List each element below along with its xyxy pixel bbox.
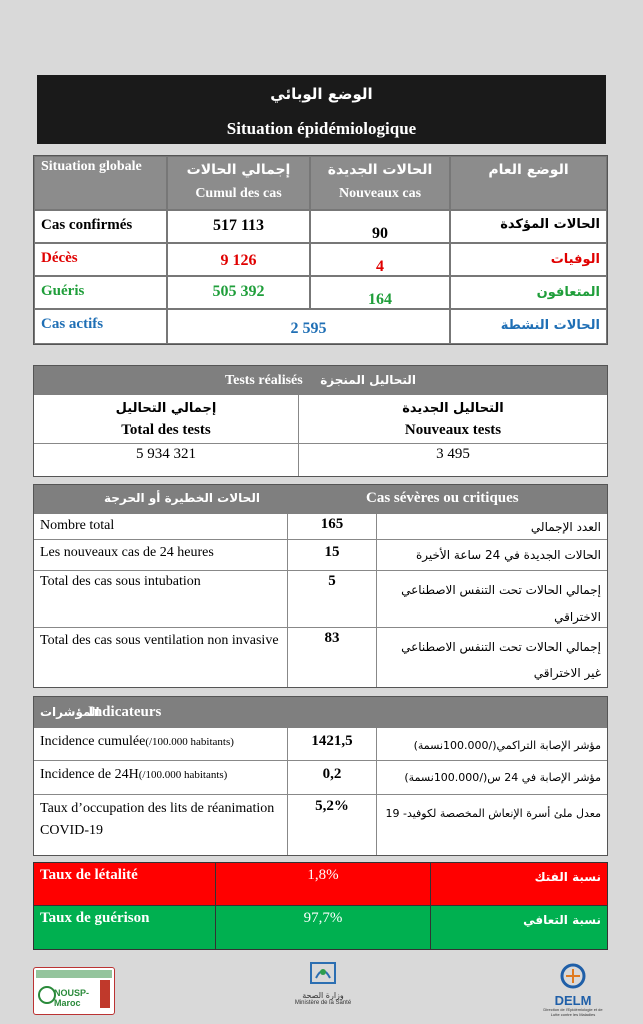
global-situation-table (33, 155, 608, 345)
severe-row-4-ar: إجمالي الحالات تحت التنفس الاصطناعي غير الاختراقي (401, 640, 601, 680)
lethality-ar-cell: نسبة الفتك (431, 863, 607, 906)
row-deaths-new: 4 (310, 243, 450, 276)
recovery-fr-cell: Taux de guérison (34, 906, 216, 949)
ind-row-1-fr: Incidence cumulée(/100.000 habitants) (40, 734, 234, 749)
global-head-ar: الوضع العام (450, 156, 607, 210)
ind-row-3-fr: Taux d’occupation des lits de réanimation COVID-19 (40, 801, 275, 838)
severe-row-3-value: 5 (328, 573, 336, 589)
row-active-fr: Cas actifs (34, 309, 167, 344)
severe-row-2-ar: الحالات الجديدة في 24 ساعة الأخيرة (415, 548, 601, 562)
tests-head-fr: Tests réalisés (225, 373, 303, 388)
ministry-emblem-icon (308, 960, 338, 986)
severe-row-3-fr: Total des cas sous intubation (40, 574, 201, 589)
row-active-value: 2 595 (167, 309, 450, 344)
ind-row-3-value: 5,2% (315, 798, 349, 814)
tests-total-head: إجمالي التحاليل Total des tests (115, 401, 217, 438)
row-confirmed-new: 90 (310, 210, 450, 243)
severe-cases-table (33, 484, 608, 688)
severe-row-4-fr: Total des cas sous ventilation non invasive (40, 633, 279, 648)
row-confirmed-ar: الحالات المؤكدة (450, 210, 607, 243)
severe-row-1-fr: Nombre total (40, 518, 115, 533)
row-deaths-fr: Décès (34, 243, 167, 276)
row-recovered-ar: المتعافون (450, 276, 607, 309)
global-head-cumul: إجمالي الحالات Cumul des cas (167, 156, 310, 210)
row-recovered-cumul: 505 392 (167, 276, 310, 309)
severe-row-1-ar: العدد الإجمالي (530, 520, 601, 534)
ind-row-3-ar: معدل ملئ أسرة الإنعاش المخصصة لكوفيد- 19 (385, 807, 601, 820)
severe-head-ar: الحالات الخطيرة أو الحرجة (104, 491, 260, 505)
ind-row-2-ar: مؤشر الإصابة في 24 س(/100.000نسمة) (404, 771, 601, 784)
page-header (37, 75, 606, 144)
lethality-value-cell: 1,8% (216, 863, 431, 906)
severe-row-4-value: 83 (324, 630, 340, 646)
ind-row-1-value: 1421,5 (311, 733, 353, 749)
severe-header (34, 485, 607, 514)
indicators-head-fr: Indicateurs (88, 704, 162, 720)
severe-row-1-value: 165 (320, 516, 344, 532)
lethality-rate-bar (33, 862, 608, 907)
recovery-rate-bar (33, 905, 608, 950)
tests-new-head: التحاليل الجديدة Nouveaux tests (402, 401, 504, 438)
indicators-header (34, 697, 607, 728)
header-title-fr: Situation épidémiologique (226, 119, 417, 138)
delm-emblem-icon (556, 963, 590, 989)
ind-row-2-fr: Incidence de 24H(/100.000 habitants) (40, 767, 228, 782)
recovery-ar-cell: نسبة التعافي (431, 906, 607, 949)
row-active-ar: الحالات النشطة (450, 309, 607, 344)
tests-table (33, 365, 608, 477)
ministry-of-health-logo: وزارة الصحة Ministère de la Santé (293, 960, 353, 1018)
row-recovered-fr: Guéris (34, 276, 167, 309)
severe-row-3-ar: إجمالي الحالات تحت التنفس الاصطناعي الاختراقي (401, 583, 601, 624)
nousp-logo: NOUSP-Maroc (33, 967, 115, 1015)
recovery-value-cell: 97,7% (216, 906, 431, 949)
ind-row-1-ar: مؤشر الإصابة التراكمي(/100.000نسمة) (413, 739, 601, 752)
ind-row-2-value: 0,2 (322, 766, 342, 782)
tests-total-value: 5 934 321 (136, 446, 196, 462)
severe-row-2-value: 15 (324, 544, 340, 560)
header-title-ar: الوضع الوبائي (270, 85, 373, 103)
row-deaths-ar: الوفيات (450, 243, 607, 276)
row-recovered-new: 164 (310, 276, 450, 309)
row-confirmed-cumul: 517 113 (167, 210, 310, 243)
severe-row-2-fr: Les nouveaux cas de 24 heures (40, 545, 214, 560)
global-head-fr: Situation globale (34, 156, 167, 210)
lethality-fr-cell: Taux de létalité (34, 863, 216, 906)
indicators-table (33, 696, 608, 856)
severe-head-fr: Cas sévères ou critiques (366, 490, 519, 506)
global-head-new: الحالات الجديدة Nouveaux cas (310, 156, 450, 210)
tests-header (34, 366, 607, 395)
delm-logo: DELM Direction de l'Epidémiologie et de Lutte contre les Maladies (540, 963, 606, 1015)
tests-new-value: 3 495 (436, 446, 470, 462)
row-deaths-cumul: 9 126 (167, 243, 310, 276)
indicators-head-ar: المؤشرات (40, 705, 100, 719)
row-confirmed-fr: Cas confirmés (34, 210, 167, 243)
tests-head-ar: التحاليل المنجزة (320, 373, 416, 387)
